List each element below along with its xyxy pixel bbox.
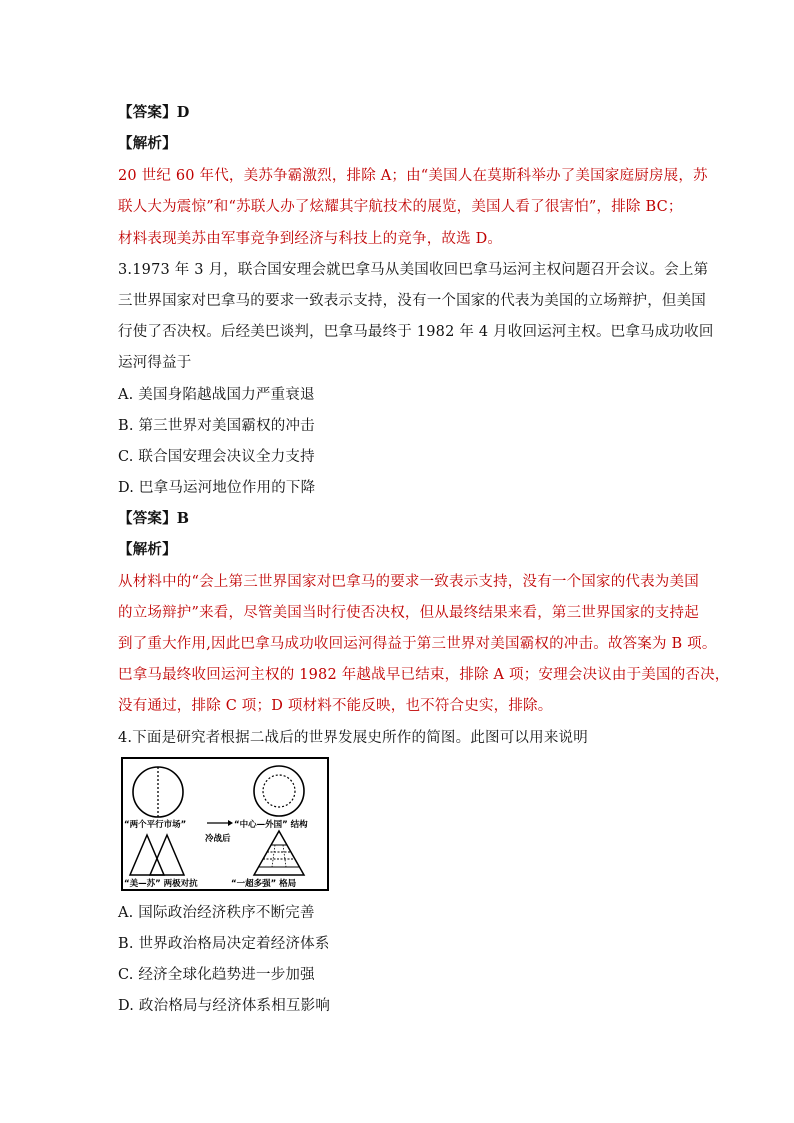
- q4-option-c: C. 经济全球化趋势进一步加强: [118, 967, 315, 983]
- q4-option-a: A. 国际政治经济秩序不断完善: [118, 905, 315, 921]
- q2-answer-label: 【答案】D: [118, 104, 190, 121]
- q4-stem: 4.下面是研究者根据二战后的世界发展史所作的简图。此图可以用来说明: [118, 730, 588, 746]
- q3-analysis-line-5: 没有通过，排除 C 项；D 项材料不能反映，也不符合史实，排除。: [118, 698, 553, 714]
- q4-option-b: B. 世界政治格局决定着经济体系: [118, 936, 330, 952]
- q3-answer-label: 【答案】B: [118, 510, 190, 527]
- label-one-superpower: “一超多强” 格局: [231, 879, 297, 889]
- label-parallel-markets: “两个平行市场”: [124, 820, 187, 830]
- q3-analysis-line-4: 巴拿马最终收回运河主权的 1982 年越战早已结束，排除 A 项；安理会决议由于美国的否决，: [118, 667, 730, 683]
- q2-analysis-line-3: 材料表现美苏由军事竞争到经济与科技上的竞争，故选 D。: [118, 231, 503, 247]
- label-bipolar: “美—苏” 两极对抗: [124, 879, 198, 889]
- q3-analysis-line-1: 从材料中的“会上第三世界国家对巴拿马的要求一致表示支持，没有一个国家的代表为美国: [118, 574, 699, 590]
- q3-stem-line-2: 三世界国家对巴拿马的要求一致表示支持，没有一个国家的代表为美国的立场辩护，但美国: [118, 293, 706, 309]
- q2-analysis-label: 【解析】: [118, 135, 177, 152]
- label-center-periphery: “中心—外国” 结构: [234, 820, 308, 830]
- q3-analysis-line-2: 的立场辩护”来看，尽管美国当时行使否决权，但从最终结果来看，第三世界国家的支持起: [118, 605, 699, 621]
- q3-stem-line-4: 运河得益于: [118, 355, 192, 371]
- label-post-cold-war: 冷战后: [205, 834, 231, 844]
- world-structure-diagram: [121, 757, 329, 891]
- q3-analysis-line-3: 到了重大作用,因此巴拿马成功收回运河得益于第三世界对美国霸权的冲击。故答案为 B 项。: [118, 636, 717, 652]
- q4-option-d: D. 政治格局与经济体系相互影响: [118, 998, 331, 1014]
- q3-option-d: D. 巴拿马运河地位作用的下降: [118, 480, 316, 496]
- q3-analysis-label: 【解析】: [118, 541, 177, 558]
- q3-option-b: B. 第三世界对美国霸权的冲击: [118, 418, 315, 434]
- q3-option-a: A. 美国身陷越战国力严重衰退: [118, 387, 315, 403]
- q3-option-c: C. 联合国安理会决议全力支持: [118, 449, 315, 465]
- q2-analysis-line-2: 联人大为震惊”和“苏联人办了炫耀其宇航技术的展览，美国人看了很害怕”，排除 BC；: [118, 199, 683, 215]
- q3-stem-line-1: 3.1973 年 3 月，联合国安理会就巴拿马从美国收回巴拿马运河主权问题召开会议。会上第: [118, 262, 709, 278]
- q2-analysis-line-1: 20 世纪 60 年代，美苏争霸激烈，排除 A；由“美国人在莫斯科举办了美国家庭厨房展，苏: [118, 168, 708, 184]
- q3-stem-line-3: 行使了否决权。后经美巴谈判，巴拿马最终于 1982 年 4 月收回运河主权。巴拿马成功收回: [118, 324, 714, 340]
